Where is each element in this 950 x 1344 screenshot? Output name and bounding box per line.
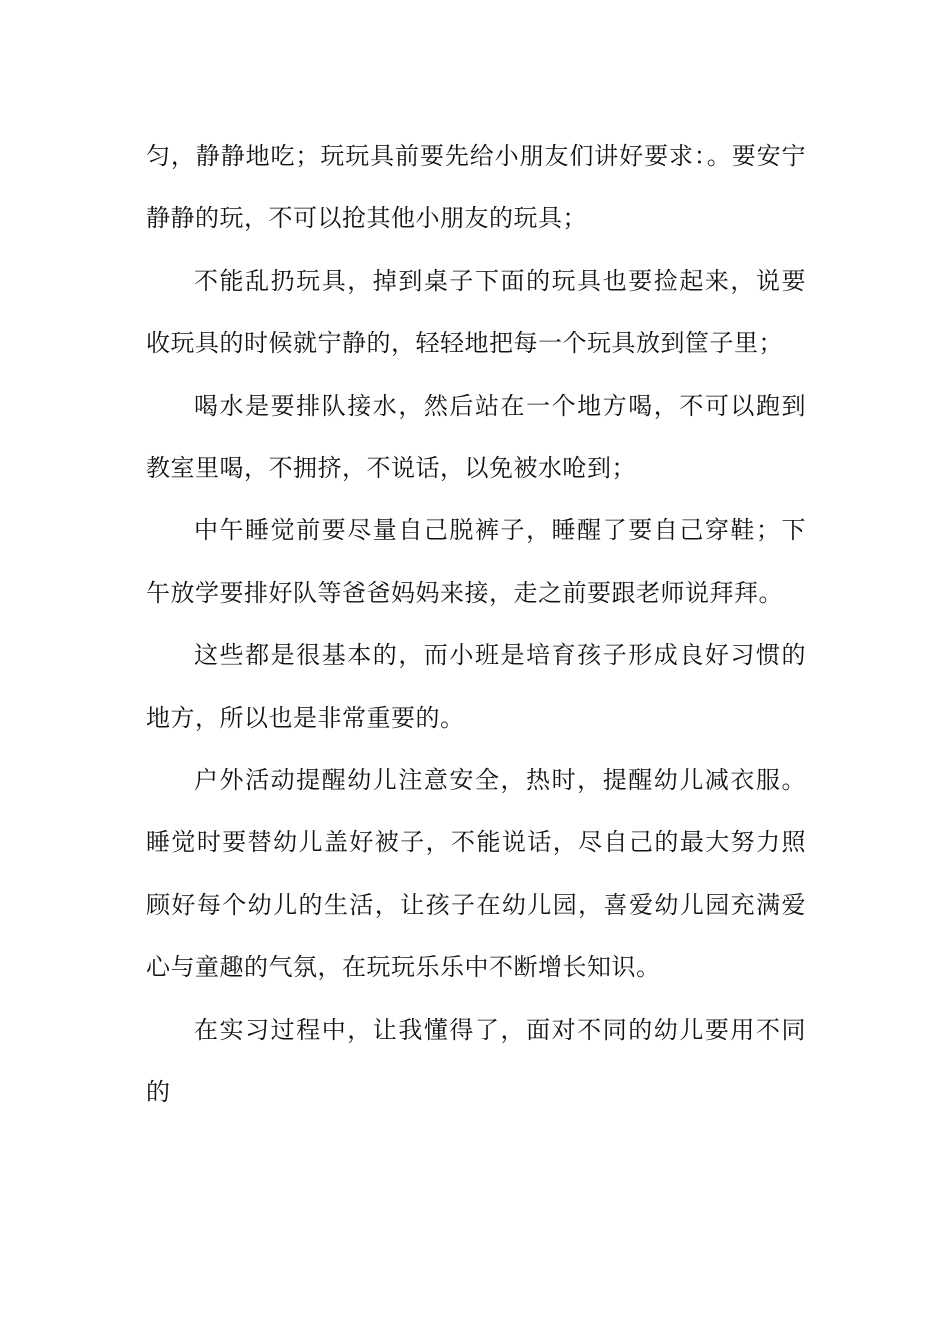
paragraph: 不能乱扔玩具，掉到桌子下面的玩具也要捡起来，说要收玩具的时候就宁静的，轻轻地把每一个玩具放到筐子里； (146, 266, 806, 358)
paragraph: 中午睡觉前要尽量自己脱裤子，睡醒了要自己穿鞋；下午放学要排好队等爸爸妈妈来接，走之前要跟老师说拜拜。 (146, 516, 806, 607)
paragraph: 匀，静静地吃；玩玩具前要先给小朋友们讲好要求：。要安宁静静的玩，不可以抢其他小朋友的玩具； (146, 142, 806, 233)
paragraph: 在实习过程中，让我懂得了，面对不同的幼儿要用不同的 (146, 1015, 806, 1107)
document-body (146, 125, 806, 1124)
paragraph: 户外活动提醒幼儿注意安全，热时，提醒幼儿减衣服。睡觉时要替幼儿盖好被子，不能说话，尽自己的最大努力照顾好每个幼儿的生活，让孩子在幼儿园，喜爱幼儿园充满爱心与童趣的气氛，在玩玩乐乐中不断增长知识。 (146, 766, 806, 982)
paragraph: 喝水是要排队接水，然后站在一个地方喝，不可以跑到教室里喝，不拥挤，不说话，以免被水呛到； (146, 391, 806, 483)
paragraph: 这些都是很基本的，而小班是培育孩子形成良好习惯的地方，所以也是非常重要的。 (146, 641, 806, 732)
